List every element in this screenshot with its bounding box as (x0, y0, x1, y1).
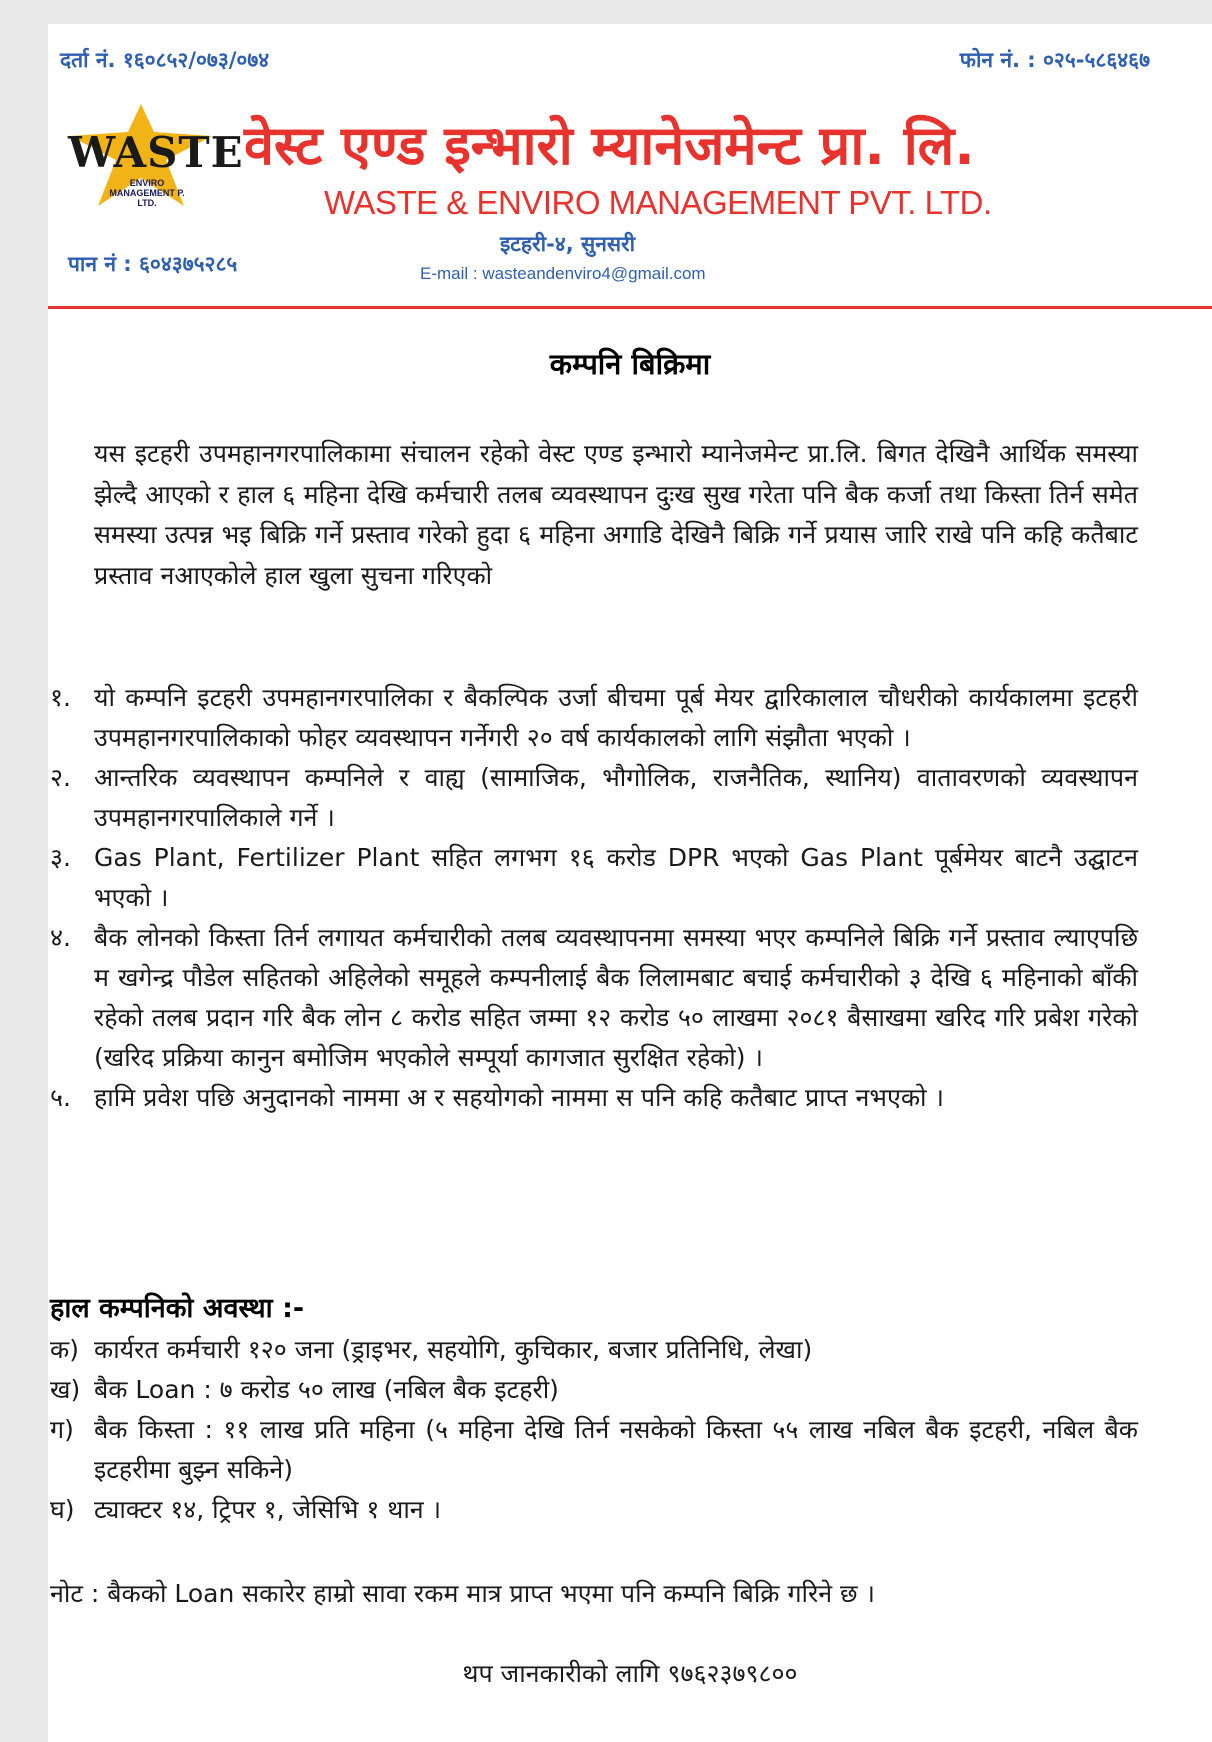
status-item (48, 1410, 1212, 1490)
company-logo (62, 102, 244, 212)
list-item-number: ५. (50, 1083, 71, 1112)
company-address: इटहरी-४, सुनसरी (500, 232, 636, 256)
status-item-text: बैक Loan : ७ करोड ५० लाख (नबिल बैक इटहरी) (94, 1375, 559, 1404)
list-item-text: बैक लोनको किस्ता तिर्न लगायत कर्मचारीको तलब व्यवस्थापनमा समस्या भएर कम्पनिले बिक्रि गर्ने प्रस्ताव ल्याएपछि म खगेन्द्र पौडेल सहितको अहिलेको समूहले कम्पनीलाई बैक लिलामबाट बचाई कर्मचारीको ३ देखि ६ महिनाको बाँकी रहेको तलब प्रदान गरि बैक लोन ८ करोड सहित जम्मा १२ करोड ५० लाखमा २०८१ बैसाखमा खरिद गरि प्रबेश गरेको (खरिद प्रक्रिया कानुन बमोजिम भएकोले सम्पूर्या कागजात सुरक्षित रहेको) । (94, 923, 1138, 1072)
status-item (48, 1370, 1212, 1410)
note-text: नोट : बैकको Loan सकारेर हाम्रो सावा रकम मात्र प्राप्त भएमा पनि कम्पनि बिक्रि गरिने छ । (50, 1579, 875, 1608)
list-item-text: हामि प्रवेश पछि अनुदानको नाममा अ र सहयोगको नाममा स पनि कहि कतैबाट प्राप्त नभएको । (94, 1083, 944, 1112)
company-email: E-mail : wasteandenviro4@gmail.com (420, 264, 706, 283)
document-page (48, 24, 1212, 1742)
points-list (48, 678, 1212, 1118)
status-item-text: ट्याक्टर १४, ट्रिपर १, जेसिभि १ थान । (94, 1495, 442, 1524)
status-item-label: ग) (50, 1415, 74, 1444)
list-item (48, 758, 1212, 838)
list-item-text: आन्तरिक व्यवस्थापन कम्पनिले र वाह्य (सामाजिक, भौगोलिक, राजनैतिक, स्थानिय) वातावरणको व्यवस्थापन उपमहानगरपालिकाले गर्ने । (94, 763, 1138, 832)
contact-line: थप जानकारीको लागि ९७६२३७९८०० (462, 1659, 798, 1688)
list-item-text: यो कम्पनि इटहरी उपमहानगरपालिका र बैकल्पिक उर्जा बीचमा पूर्ब मेयर द्वारिकालाल चौधरीको कार्यकालमा इटहरी उपमहानगरपालिकाको फोहर व्यवस्थापन गर्नेगरी २० वर्ष कार्यकालको लागि संझौता भएको । (94, 683, 1138, 752)
letterhead-divider (48, 306, 1212, 309)
status-item-label: क) (50, 1335, 79, 1364)
intro-paragraph: यस इटहरी उपमहानगरपालिकामा संचालन रहेको वेस्ट एण्ड इन्भारो म्यानेजमेन्ट प्रा.लि. बिगत देखिनै आर्थिक समस्या झेल्दै आएको र हाल ६ महिना देखि कर्मचारी तलब व्यवस्थापन दुःख सुख गरेता पनि बैक कर्जा तथा किस्ता तिर्न समेत समस्या उत्पन्न भइ बिक्रि गर्ने प्रस्ताव गरेको हुदा ६ महिना अगाडि देखिनै बिक्रि गर्ने प्रयास जारि राखे पनि कहि कतैबाट प्रस्ताव नआएकोले हाल खुला सुचना गरिएको (94, 439, 1138, 590)
list-item-number: १. (50, 683, 71, 712)
company-name-english: WASTE & ENVIRO MANAGEMENT PVT. LTD. (324, 184, 992, 221)
status-item-text: बैक किस्ता : ११ लाख प्रति महिना (५ महिना देखि तिर्न नसकेको किस्ता ५५ लाख नबिल बैक इटहरी, नबिल बैक इटहरीमा बुझ्न सकिने) (94, 1415, 1138, 1484)
list-item (48, 678, 1212, 758)
list-item-number: ३. (50, 843, 71, 872)
pan-number: पान नं : ६०४३७५२८५ (68, 252, 238, 276)
logo-subtitle: ENVIRO MANAGEMENT P. LTD. (109, 178, 185, 208)
list-item-text: Gas Plant, Fertilizer Plant सहित लगभग १६ करोड DPR भएको Gas Plant पूर्बमेयर बाटनै उद्घाटन भएको । (94, 843, 1138, 912)
status-item-label: घ) (50, 1495, 75, 1524)
list-item-number: ४. (50, 923, 71, 952)
status-list (48, 1330, 1212, 1530)
list-item (48, 1078, 1212, 1118)
phone-number: फोन नं. : ०२५-५८६४६७ (959, 48, 1150, 72)
status-item-text: कार्यरत कर्मचारी १२० जना (ड्राइभर, सहयोगि, कुचिकार, बजार प्रतिनिधि, लेखा) (94, 1335, 813, 1364)
status-item (48, 1490, 1212, 1530)
list-item-number: २. (50, 763, 71, 792)
company-name-nepali: वेस्ट एण्ड इन्भारो म्यानेजमेन्ट प्रा. लि. (244, 114, 975, 177)
notice-title: कम्पनि बिक्रिमा (549, 347, 711, 381)
status-item-label: ख) (50, 1375, 81, 1404)
status-item (48, 1330, 1212, 1370)
status-heading: हाल कम्पनिको अवस्था :- (50, 1293, 305, 1324)
logo-wordmark: WASTE (68, 128, 244, 177)
registration-number: दर्ता नं. १६०८५२/०७३/०७४ (60, 48, 270, 72)
list-item (48, 838, 1212, 918)
list-item (48, 918, 1212, 1078)
